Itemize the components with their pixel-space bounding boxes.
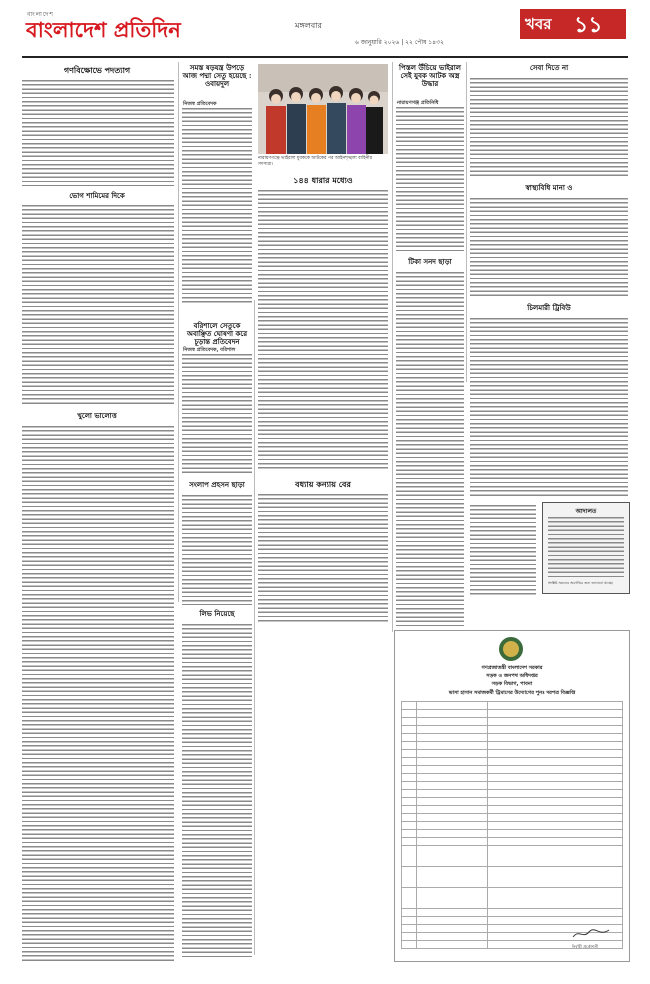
tender-signatory: নির্বাহী প্রকৌশলী <box>571 944 599 949</box>
headline-section-144[interactable]: ১৪৪ ধারার মধ্যেও <box>293 175 353 185</box>
article-body <box>182 495 252 605</box>
byline: নিজস্ব প্রতিবেদক, বরিশাল <box>183 347 236 353</box>
article-body <box>182 354 252 474</box>
headline-service[interactable]: সেবা দিতে না <box>529 63 569 72</box>
headline-protest-resignation[interactable]: গণবিক্ষোভে পদত্যাগ <box>63 65 131 75</box>
newspaper-logo[interactable]: বাংলাদেশ প্রতিদিন <box>26 17 181 42</box>
table-row <box>402 702 623 710</box>
byline: নারায়ণগঞ্জ প্রতিনিধি <box>397 100 439 106</box>
headline-chilmari[interactable]: চিলমারী ট্রিবিউ <box>527 303 571 312</box>
article-body <box>258 494 388 624</box>
table-row <box>402 798 623 806</box>
table-row <box>402 766 623 774</box>
article-body <box>182 108 252 303</box>
column-divider <box>178 62 179 602</box>
photo-caption: নারায়ণগঞ্জে ভাইরাল যুবককে আটকের পর আইনশৃঙ্খলা বাহিনীর সদস্যরা। <box>258 156 373 167</box>
headline-article[interactable]: খুলো ভালোত্ত <box>77 411 117 420</box>
table-row <box>402 838 623 846</box>
government-seal-icon <box>499 637 523 661</box>
page-number: ১১ <box>574 13 603 38</box>
headline-leave[interactable]: লিভ নিয়েছে <box>199 609 235 618</box>
news-photo <box>258 64 388 154</box>
table-row <box>402 734 623 742</box>
article-body <box>470 505 536 595</box>
table-row <box>402 806 623 814</box>
headline-vaccine-certificate[interactable]: টিকা সনদ ছাড়া <box>408 257 452 266</box>
headline-health-rules[interactable]: স্বাস্থ্যবিধি মানা ও <box>525 183 573 192</box>
issue-date: ৬ জানুয়ারি ২০২৬ | ২২ পৌষ ১৪৩২ <box>355 39 444 46</box>
table-row <box>402 814 623 822</box>
notice-box[interactable] <box>542 502 630 594</box>
table-row <box>402 718 623 726</box>
table-row <box>402 758 623 766</box>
notice-title: আদালত <box>575 508 597 515</box>
article-body <box>258 190 388 470</box>
tender-title: ভাসা হাসান সমাজকর্মী ট্রিমাসের উদ্যোগের পুনঃ দরপত্র বিজ্ঞপ্তি <box>448 690 576 696</box>
notice-body <box>548 517 624 577</box>
article-body <box>22 205 174 405</box>
signature-icon <box>571 927 611 941</box>
article-body <box>470 198 628 298</box>
masthead-rule <box>22 56 628 58</box>
table-row <box>402 742 623 750</box>
article-body <box>470 78 628 178</box>
column-divider <box>466 62 467 382</box>
headline-shamim[interactable]: ভোগ শামিমের দিকে <box>69 191 125 200</box>
table-row <box>402 774 623 782</box>
table-row <box>402 726 623 734</box>
table-row <box>402 888 623 909</box>
table-row <box>402 782 623 790</box>
article-body <box>470 318 628 498</box>
column-divider <box>254 300 255 955</box>
table-row <box>402 909 623 917</box>
headline-article[interactable]: বধ্যায় কন্যায় বের <box>295 479 351 489</box>
tender-org-line3: সড়ক বিভাগ, পাবনা <box>491 681 533 687</box>
article-body <box>396 107 464 252</box>
article-body <box>396 272 464 627</box>
column-divider <box>392 62 393 632</box>
table-row <box>402 917 623 925</box>
table-row <box>402 790 623 798</box>
table-row <box>402 710 623 718</box>
tender-org-line2: সড়ক ও জনপথ অধিদপ্তর <box>486 673 538 679</box>
tender-advertisement[interactable] <box>394 630 630 962</box>
headline-padma-bridge[interactable]: সমস্ত ষড়যন্ত্র উপড়ে আজ পদ্মা সেতু হয়েছে : ওবায়দুল <box>182 63 252 89</box>
tender-table <box>401 701 623 949</box>
headline-barisal[interactable]: বরিশালে সেতুকে অবাঞ্ছিত ঘোষণা করে চূড়ান্ত প্রতিবেদন <box>186 321 248 347</box>
section-name: খবর <box>525 15 552 33</box>
byline: নিজস্ব প্রতিবেদক <box>183 101 217 107</box>
article-body <box>22 80 174 186</box>
table-row <box>402 750 623 758</box>
group-photo-illustration <box>258 64 388 154</box>
table-row <box>402 822 623 830</box>
tender-org-line1: গণপ্রজাতন্ত্রী বাংলাদেশ সরকার <box>481 665 543 671</box>
article-body <box>22 426 174 961</box>
issue-day: মঙ্গলবার <box>295 21 322 30</box>
article-body <box>182 624 252 959</box>
table-row <box>402 867 623 888</box>
masthead <box>0 0 650 56</box>
headline-pistol-youth[interactable]: পিস্তল উঁচিয়ে ভাইরাল সেই যুবক আটক অস্ত্র উদ্ধার <box>398 63 462 89</box>
notice-text: সংশ্লিষ্ট সকলের অবগতির জন্য জানানো যাচ্ছে। <box>548 581 614 585</box>
brand-tagline: বাংলাদেশ <box>27 11 54 18</box>
table-row <box>402 830 623 838</box>
headline-dialogue[interactable]: সংলাপ প্রহসন ছাড়া <box>189 480 245 489</box>
table-row <box>402 846 623 867</box>
